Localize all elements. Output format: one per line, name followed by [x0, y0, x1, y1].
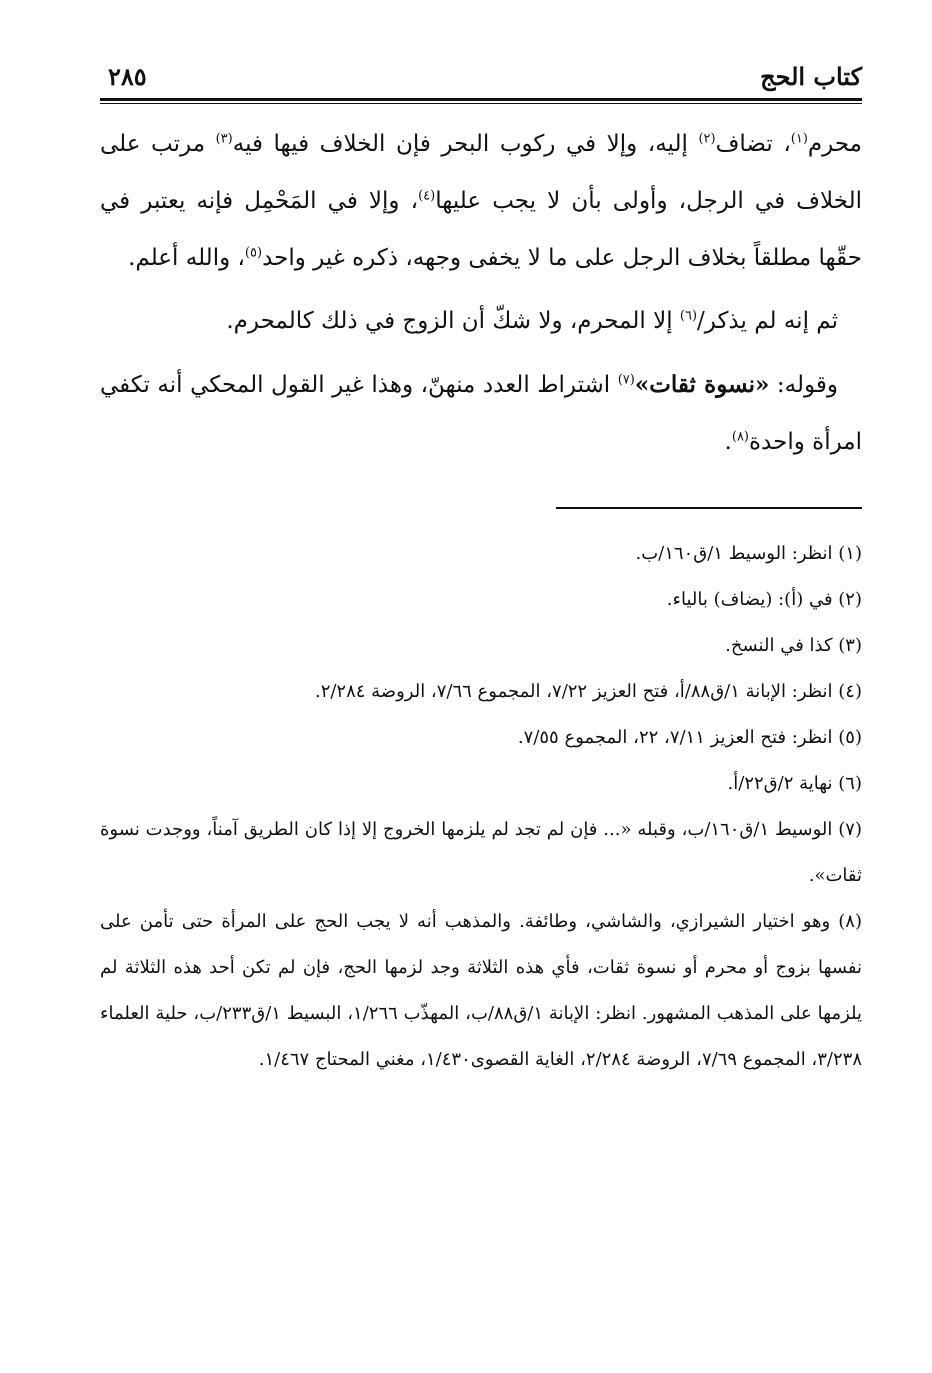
footnotes	[100, 531, 862, 1083]
text-segment: ، وإلا في المَحْمِل فإنه يعتبر في حقّها مطلقاً بخلاف الرجل على ما لا يخفى وجهه، ذكره غير واحد	[100, 188, 862, 271]
footnote-ref-6: (٦)	[679, 308, 698, 324]
paragraph-2	[100, 293, 862, 350]
running-title: كتاب الحج	[760, 62, 862, 91]
footnote-5: (٥) انظر: فتح العزيز ٧/١١، ٢٢، المجموع ٧/٥٥.	[517, 727, 862, 748]
book-page	[100, 62, 862, 1312]
footnote-ref-8: (٨)	[731, 429, 749, 445]
footnote-ref-5: (٥)	[244, 245, 263, 261]
header-rule	[100, 98, 862, 101]
footnote-ref-3: (٣)	[215, 131, 233, 147]
page-number: ٢٨٥	[108, 62, 147, 91]
text-segment: مرتب على الخلاف في الرجل، وأولى بأن لا يجب عليها	[100, 131, 862, 214]
header-rule-thin	[100, 103, 862, 104]
footnote-4: (٤) انظر: الإبانة ١/ق٨٨/أ، فتح العزيز ٧/٢٢، المجموع ٧/٦٦، الروضة ٢/٢٨٤.	[314, 681, 862, 702]
footnote-ref-2: (٢)	[698, 131, 716, 147]
text-segment: إليه، وإلا في ركوب البحر فإن الخلاف فيها فيه	[232, 131, 699, 157]
main-text	[100, 116, 862, 471]
footnote-2: (٢) في (أ): (يضاف) بالياء.	[666, 589, 862, 610]
footnote-separator	[556, 507, 862, 509]
running-header	[100, 62, 862, 98]
quoted-phrase: «نسوة ثقات»	[634, 371, 770, 398]
footnote-ref-4: (٤)	[418, 188, 436, 204]
footnote-7: (٧) الوسيط ١/ق١٦٠/ب، وقبله «... فإن لم تجد لم يلزمها الخروج إلا إذا كان الطريق آمناً، ووجدت نسوة ثقات».	[100, 819, 862, 886]
text-segment: وقوله:	[769, 372, 838, 398]
footnote-3: (٣) كذا في النسخ.	[725, 635, 862, 656]
footnote-6: (٦) نهاية ٢/ق٢٢/أ.	[727, 773, 862, 794]
footnote-ref-1: (١)	[790, 131, 808, 147]
text-segment: ثم إنه لم يذكر/	[697, 308, 838, 334]
text-segment: ، تضاف	[715, 131, 791, 157]
footnote-1: (١) انظر: الوسيط ١/ق١٦٠/ب.	[635, 543, 862, 564]
text-segment: ، والله أعلم.	[128, 245, 245, 271]
footnote-ref-7: (٧)	[617, 372, 635, 388]
text-segment: اشتراط العدد منهنّ، وهذا غير القول المحكي أنه تكفي امرأة واحدة	[100, 372, 862, 455]
text-segment: محرم	[807, 131, 862, 157]
footnote-8: (٨) وهو اختيار الشيرازي، والشاشي، وطائفة. والمذهب أنه لا يجب الحج على المرأة حتى تأمن على نفسها بزوج أو محرم أو نسوة ثقات، فأي هذه الثلاثة وجد لزمها الحج، فإن لم تكن أحد هذه الثلاثة لم يلزمها على المذهب المشهور. انظر: الإبانة ١/ق٨٨/ب، المهذّب ١/٢٦٦، البسيط ١/ق٢٣٣/ب، حلية العلماء ٣/٢٣٨، المجموع ٧/٦٩، الروضة ٢/٢٨٤، الغاية القصوى١/٤٣٠، مغني المحتاج ١/٤٦٧.	[100, 911, 862, 1070]
text-segment: .	[724, 429, 732, 455]
paragraph-3	[100, 356, 862, 471]
text-segment: إلا المحرم، ولا شكّ أن الزوج في ذلك كالمحرم.	[226, 308, 680, 334]
paragraph-1	[100, 116, 862, 287]
